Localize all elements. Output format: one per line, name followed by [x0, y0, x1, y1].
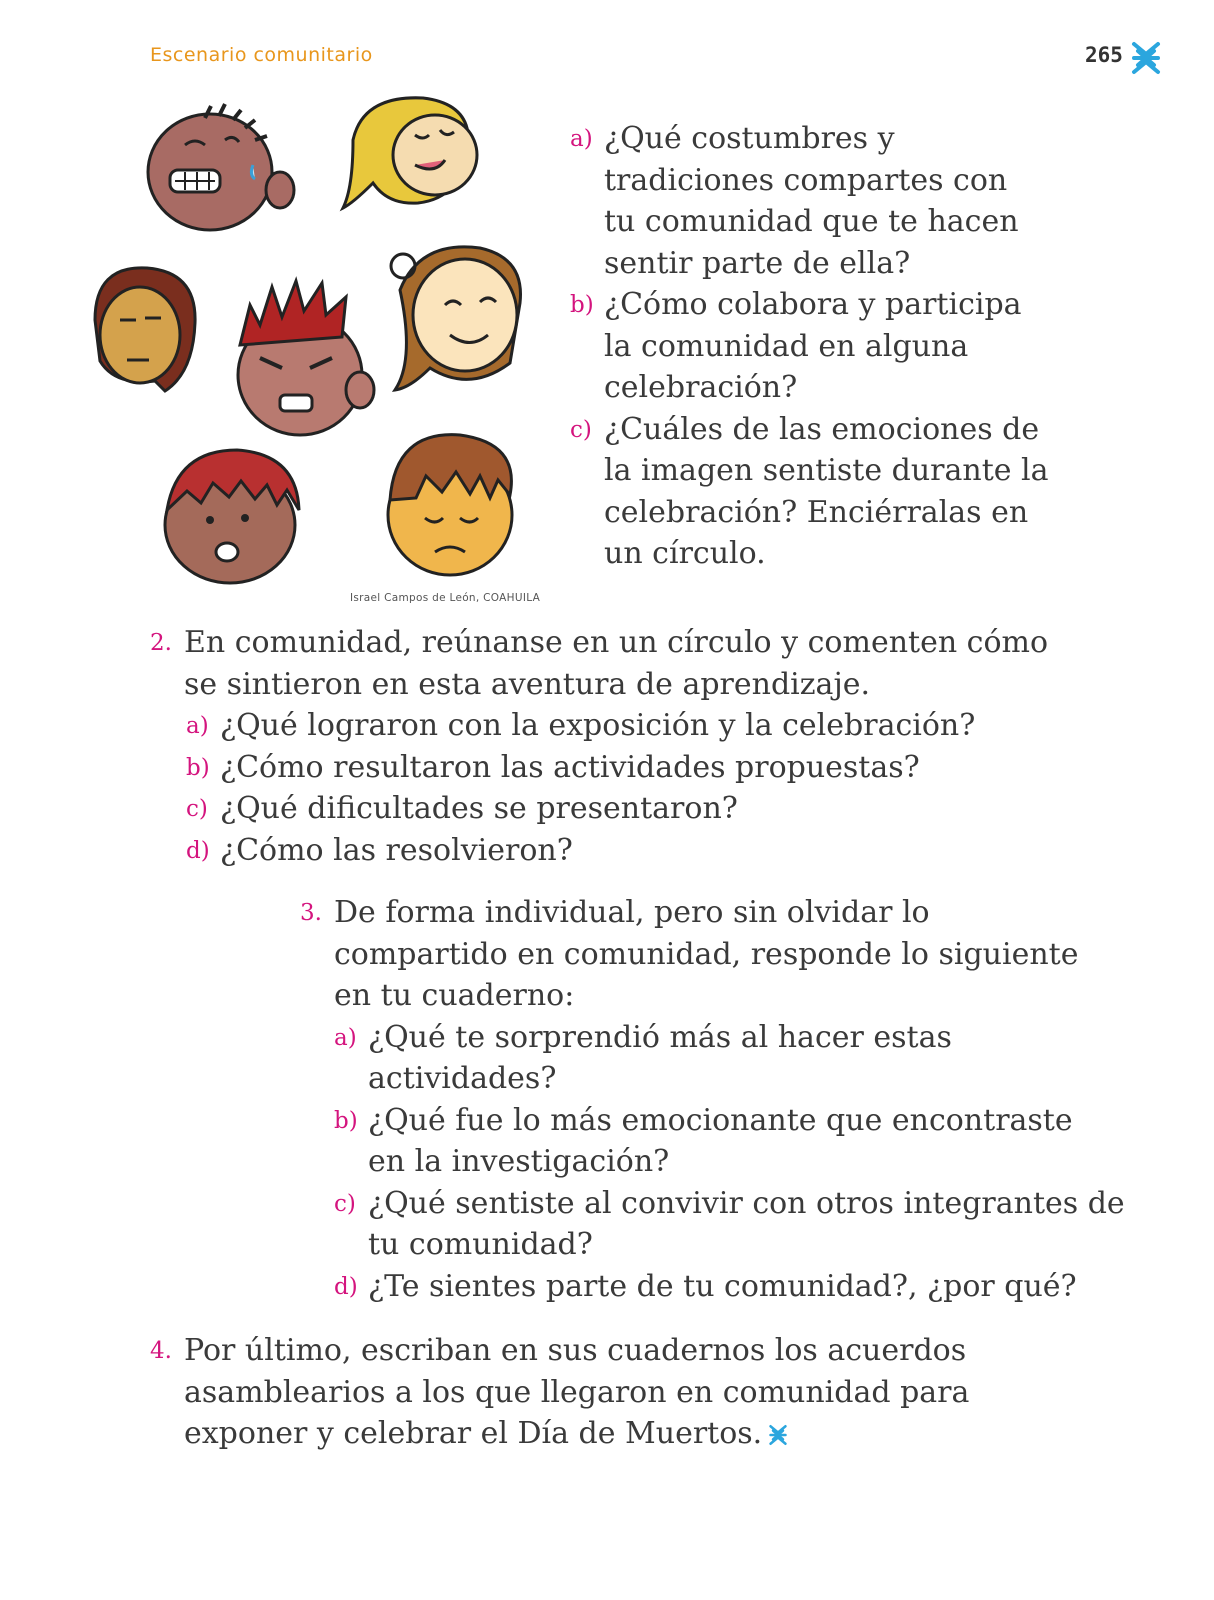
item-text-line: celebración? Enciérralas en	[604, 494, 1029, 530]
sad-face	[388, 435, 512, 575]
item-text-line: ¿Cómo resultaron las actividades propuestas?	[220, 749, 920, 785]
item-label: d)	[186, 837, 210, 864]
item-text-line: tradiciones compartes con	[604, 162, 1008, 198]
item-text-line: un círculo.	[604, 536, 766, 571]
question-stem	[150, 1330, 1050, 1455]
question-1-item-b	[570, 284, 1050, 409]
stem-line: Por último, escriban en sus cuadernos los acuerdos	[184, 1333, 967, 1368]
stem-line: De forma individual, pero sin olvidar lo	[334, 895, 930, 930]
item-text-line: ¿Te sientes parte de tu comunidad?, ¿por qué?	[368, 1268, 1077, 1304]
question-number: 3.	[300, 900, 322, 926]
afraid-face	[148, 104, 294, 230]
question-2-item-b	[150, 747, 1110, 789]
question-3-item-b	[300, 1100, 1160, 1183]
question-1-item-a	[570, 118, 1050, 284]
question-2-item-d	[150, 830, 1110, 872]
question-2	[150, 622, 1110, 871]
item-text-line: ¿Qué sentiste al convivir con otros integrantes de	[368, 1185, 1125, 1221]
question-2-item-c	[150, 788, 1110, 830]
stem-line-text: exponer y celebrar el Día de Muertos.	[184, 1416, 763, 1451]
item-label: c)	[186, 796, 208, 822]
question-1-item-c	[570, 409, 1050, 575]
item-text-line: la imagen sentiste durante la	[604, 453, 1049, 488]
item-label: b)	[570, 292, 594, 318]
item-text-line: en la investigación?	[368, 1144, 670, 1179]
item-label: d)	[334, 1273, 358, 1300]
angry-face	[238, 281, 374, 435]
stem-line-last	[184, 1413, 1050, 1455]
question-3-item-c	[300, 1183, 1160, 1266]
item-text-line: tu comunidad que te hacen	[604, 204, 1019, 239]
disgusted-face	[343, 98, 477, 208]
question-stem	[150, 622, 1110, 705]
illustration-credit: Israel Campos de León, COAHUILA	[350, 592, 541, 604]
item-text-line: ¿Qué te sorprendió más al hacer estas	[368, 1019, 952, 1055]
question-3-item-d	[300, 1266, 1160, 1308]
item-text-line: ¿Cómo colabora y participa	[604, 287, 1022, 322]
end-emblem-icon	[768, 1423, 788, 1447]
item-text-line: ¿Cuáles de las emociones de	[604, 411, 1040, 447]
stem-line: asamblearios a los que llegaron en comunidad para	[184, 1374, 970, 1410]
item-text-line: celebración?	[604, 370, 798, 405]
item-text-line: sentir parte de ella?	[604, 245, 911, 281]
item-text-line: ¿Qué fue lo más emocionante que encontraste	[368, 1102, 1073, 1138]
item-label: a)	[570, 126, 593, 152]
surprised-face	[165, 450, 299, 583]
item-text-line: ¿Qué costumbres y	[604, 121, 895, 156]
item-text-line: ¿Cómo las resolvieron?	[220, 832, 573, 868]
item-text-line: ¿Qué lograron con la exposición y la celebración?	[220, 708, 976, 743]
stem-line: En comunidad, reúnanse en un círculo y comenten cómo	[184, 625, 1049, 660]
neutral-face	[95, 268, 195, 391]
question-2-item-a	[150, 705, 1110, 747]
page-number: 265	[1085, 43, 1123, 67]
happy-face	[391, 247, 521, 390]
section-title: Escenario comunitario	[150, 44, 373, 66]
emblem-icon	[1130, 40, 1162, 76]
item-label: c)	[570, 416, 592, 443]
item-label: c)	[334, 1190, 356, 1217]
question-1-subitems	[570, 118, 1050, 575]
question-stem	[300, 892, 1160, 1017]
emotion-faces-illustration	[85, 90, 555, 600]
stem-line: compartido en comunidad, responde lo siguiente	[334, 936, 1079, 972]
question-number: 4.	[150, 1338, 172, 1364]
item-label: b)	[334, 1107, 358, 1134]
question-4	[150, 1330, 1050, 1455]
item-label: b)	[186, 754, 210, 781]
item-text-line: actividades?	[368, 1061, 557, 1096]
item-text-line: tu comunidad?	[368, 1227, 593, 1262]
stem-line: en tu cuaderno:	[334, 978, 575, 1013]
item-label: a)	[186, 713, 209, 739]
item-label: a)	[334, 1024, 357, 1051]
question-3	[300, 892, 1160, 1307]
item-text-line: la comunidad en alguna	[604, 328, 969, 364]
question-number: 2.	[150, 630, 172, 656]
item-text-line: ¿Qué dificultades se presentaron?	[220, 791, 738, 826]
stem-line: se sintieron en esta aventura de aprendizaje.	[184, 666, 871, 702]
question-3-item-a	[300, 1017, 1160, 1100]
